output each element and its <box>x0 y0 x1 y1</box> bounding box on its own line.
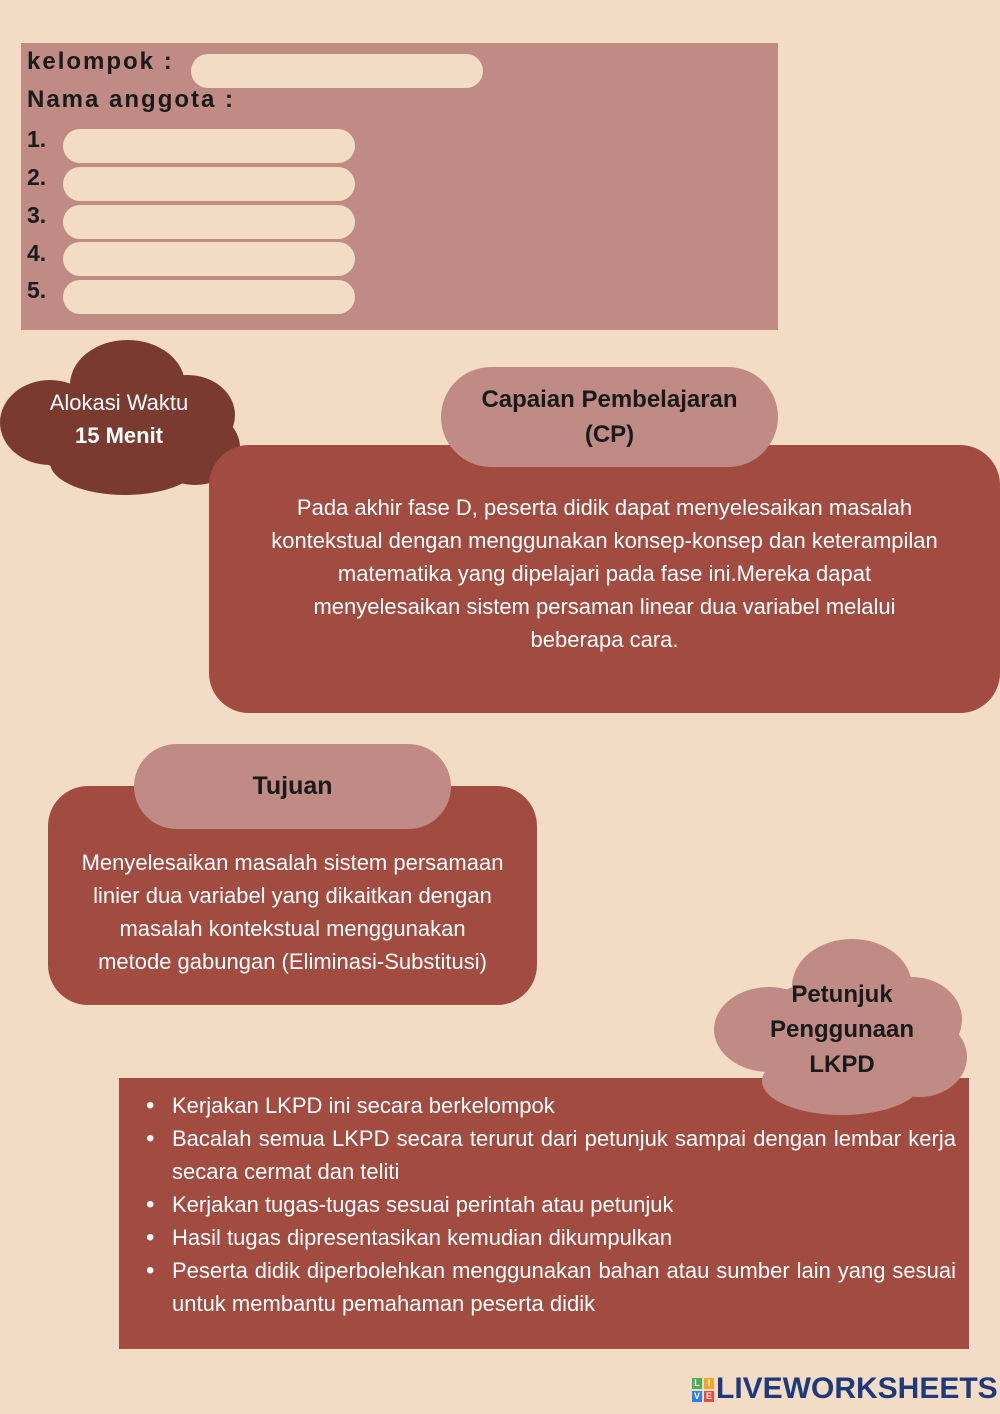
member-field-4[interactable] <box>63 242 355 276</box>
petunjuk-title <box>742 977 942 1082</box>
logo-letter-e: E <box>705 1391 712 1401</box>
logo-letter-l: L <box>692 1378 702 1389</box>
members-label: Nama anggota : <box>27 86 236 113</box>
group-label: kelompok : <box>27 48 174 75</box>
logo-icon <box>692 1378 714 1402</box>
petunjuk-item: • Kerjakan LKPD ini secara berkelompok <box>172 1089 956 1122</box>
cp-line: menyelesaikan sistem persaman linear dua variabel melalui <box>313 594 896 619</box>
member-number-4: 4. <box>27 240 47 266</box>
member-field-3[interactable] <box>63 205 355 239</box>
logo-text: LIVEWORKSHEETS <box>716 1372 998 1405</box>
petunjuk-item: • Peserta didik diperbolehkan menggunakan bahan atau sumber lain yang sesuai untuk membantu pemahaman peserta didik <box>172 1254 956 1320</box>
cp-title-pill <box>441 367 778 467</box>
petunjuk-title-line1: Petunjuk <box>791 981 893 1008</box>
tujuan-line: metode gabungan (Eliminasi-Substitusi) <box>98 949 487 974</box>
liveworksheets-logo <box>692 1372 998 1406</box>
petunjuk-item: • Hasil tugas dipresentasikan kemudian dikumpulkan <box>172 1221 956 1254</box>
tujuan-line: linier dua variabel yang dikaitkan dengan <box>93 883 492 908</box>
petunjuk-item: • Bacalah semua LKPD secara terurut dari petunjuk sampai dengan lembar kerja secara cermat dan teliti <box>172 1122 956 1188</box>
petunjuk-list <box>120 1089 956 1320</box>
tujuan-description <box>48 846 537 978</box>
group-name-field[interactable] <box>191 54 483 88</box>
tujuan-line: masalah kontekstual menggunakan <box>119 916 466 941</box>
cp-line: kontekstual dengan menggunakan konsep-konsep dan keterampilan <box>271 528 938 553</box>
cp-line: matematika yang dipelajari pada fase ini.Mereka dapat <box>337 561 872 586</box>
member-field-5[interactable] <box>63 280 355 314</box>
cp-title-line2: (CP) <box>584 421 635 448</box>
cp-line: Pada akhir fase D, peserta didik dapat menyelesaikan masalah <box>296 495 913 520</box>
cp-title-line1: Capaian Pembelajaran <box>481 386 738 413</box>
member-field-2[interactable] <box>63 167 355 201</box>
logo-letter-v: V <box>693 1391 700 1401</box>
petunjuk-item: • Kerjakan tugas-tugas sesuai perintah atau petunjuk <box>172 1188 956 1221</box>
tujuan-title: Tujuan <box>252 772 333 800</box>
tujuan-line: Menyelesaikan masalah sistem persamaan <box>81 850 504 875</box>
cp-description <box>209 491 1000 656</box>
cp-line: beberapa cara. <box>530 627 679 652</box>
member-field-1[interactable] <box>63 129 355 163</box>
petunjuk-list-container <box>120 1089 956 1320</box>
member-number-5: 5. <box>27 277 47 303</box>
time-allocation-text <box>30 386 208 452</box>
member-number-2: 2. <box>27 164 47 190</box>
logo-letter-i: I <box>704 1378 714 1389</box>
petunjuk-title-line2: Penggunaan <box>769 1016 914 1043</box>
time-allocation-label: Alokasi Waktu <box>49 390 189 415</box>
time-allocation-value: 15 Menit <box>74 423 164 448</box>
tujuan-title-pill <box>134 744 451 829</box>
petunjuk-title-line3: LKPD <box>809 1051 875 1078</box>
member-number-1: 1. <box>27 126 47 152</box>
member-number-3: 3. <box>27 202 47 228</box>
